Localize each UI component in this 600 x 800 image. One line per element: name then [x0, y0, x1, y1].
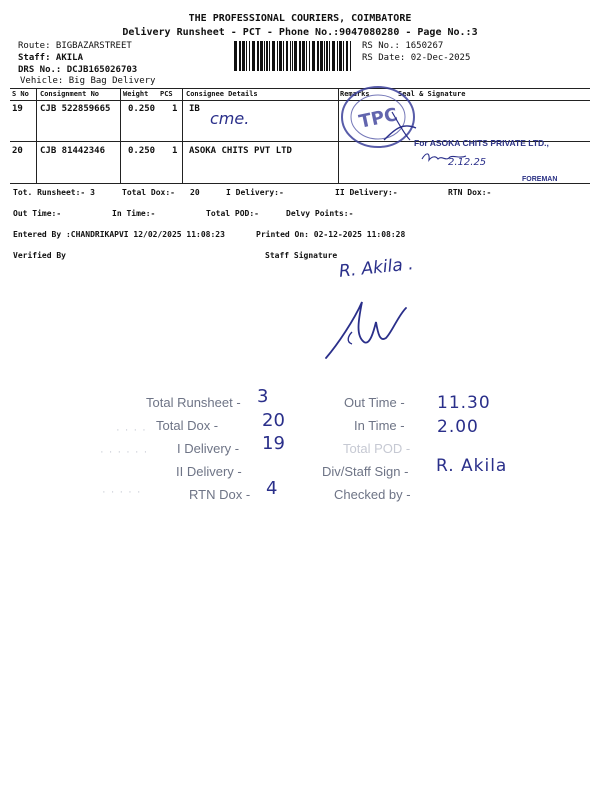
company-sign-date: 2.12.25: [448, 157, 487, 168]
faint-stamp-mark: · · · · · ·: [100, 446, 149, 458]
barcode-bar: [264, 41, 265, 71]
rs-number: RS No.: 1650267: [362, 41, 444, 51]
verified-by-label: Verified By: [13, 251, 66, 260]
staff-signature: [318, 292, 414, 364]
stamp-out-time-value: 11.30: [437, 393, 491, 413]
stamp-total-pod-label: Total POD -: [343, 441, 411, 456]
stamp-total-runsheet-value: 3: [257, 386, 269, 407]
barcode-bar: [339, 41, 342, 71]
barcode-bar: [283, 41, 284, 71]
faint-stamp-mark: · · · · ·: [102, 486, 142, 498]
barcode-bar: [269, 41, 270, 71]
barcode-bar: [326, 41, 328, 71]
col-header-weight: Weight: [123, 90, 149, 98]
row-consignee: IB: [189, 104, 200, 114]
out-time-label: Out Time:-: [13, 209, 62, 218]
table-bottom-rule: [10, 183, 590, 184]
barcode: [232, 41, 356, 73]
round-seal-stamp: [332, 82, 424, 152]
barcode-bar: [277, 41, 278, 71]
stamp-total-dox-value: 20: [262, 410, 285, 431]
barcode-bar: [302, 41, 305, 71]
col-header-sno: S No: [12, 90, 29, 98]
staff-label: Staff: AKILA: [18, 53, 84, 63]
barcode-bar: [249, 41, 250, 71]
rs-date: RS Date: 02-Dec-2025: [362, 53, 471, 63]
barcode-bar: [312, 41, 315, 71]
row-sno: 19: [12, 104, 23, 114]
row-weight: 0.250: [128, 146, 156, 156]
stamp-div-staff-sign-label: Div/Staff Sign -: [322, 464, 409, 479]
total-dox-label: Total Dox:-: [122, 188, 175, 197]
stamp-rtn-dox-label: RTN Dox -: [189, 487, 251, 502]
barcode-bar: [350, 41, 351, 71]
stamp-total-dox-label: Total Dox -: [156, 418, 219, 433]
col-header-seal: Seal & Signature: [398, 90, 466, 98]
total-pod-label: Total POD:-: [206, 209, 259, 218]
row-weight: 0.250: [128, 104, 156, 114]
row-pcs: 1: [172, 104, 178, 114]
stamp-total-runsheet-label: Total Runsheet -: [146, 395, 241, 410]
row-consignment: CJB 522859665: [40, 104, 111, 114]
barcode-bar: [329, 41, 330, 71]
company-stamp-text: For ASOKA CHITS PRIVATE LTD.,: [414, 138, 549, 148]
col-divider: [120, 88, 121, 183]
ii-delivery-label: II Delivery:-: [335, 188, 398, 197]
barcode-bar: [246, 41, 247, 71]
barcode-bar: [260, 41, 263, 71]
barcode-bar: [294, 41, 297, 71]
route-label: Route: BIGBAZARSTREET: [18, 41, 132, 51]
row-consignment: CJB 81442346: [40, 146, 106, 156]
stamp-i-delivery-label: I Delivery -: [177, 441, 240, 456]
handwritten-staff-name: R. Akila .: [338, 254, 415, 282]
staff-signature-label: Staff Signature: [265, 251, 338, 260]
barcode-bar: [292, 41, 293, 71]
barcode-bar: [290, 41, 291, 71]
stamp-rtn-dox-value: 4: [266, 478, 278, 499]
barcode-bar: [320, 41, 323, 71]
entered-by: Entered By :CHANDRIKAPVI 12/02/2025 11:08:23: [13, 230, 225, 239]
col-divider: [182, 88, 183, 183]
table-header-rule: [10, 100, 590, 101]
table-top-rule: [10, 88, 590, 89]
in-time-label: In Time:-: [112, 209, 156, 218]
col-header-pcs: PCS: [160, 90, 173, 98]
printed-on: Printed On: 02-12-2025 11:08:28: [256, 230, 406, 239]
barcode-bar: [252, 41, 255, 71]
svg-text:TPC: TPC: [357, 104, 400, 133]
barcode-bar: [242, 41, 245, 71]
row-pcs: 1: [172, 146, 178, 156]
col-header-consignee: Consignee Details: [186, 90, 258, 98]
vehicle-label: Vehicle: Big Bag Delivery: [20, 76, 156, 86]
barcode-bar: [346, 41, 348, 71]
barcode-bar: [337, 41, 338, 71]
stamp-in-time-value: 2.00: [437, 417, 479, 437]
stamp-in-time-label: In Time -: [354, 418, 405, 433]
stamp-ii-delivery-label: II Delivery -: [176, 464, 242, 479]
total-dox-value: 20: [190, 188, 200, 197]
barcode-bar: [332, 41, 335, 71]
barcode-bar: [266, 41, 268, 71]
row-consignee: ASOKA CHITS PVT LTD: [189, 146, 292, 156]
row-sno: 20: [12, 146, 23, 156]
stamp-out-time-label: Out Time -: [344, 395, 405, 410]
barcode-bar: [286, 41, 288, 71]
barcode-bar: [309, 41, 310, 71]
col-header-remarks: Remarks: [340, 90, 370, 98]
tot-runsheet: Tot. Runsheet:- 3: [13, 188, 95, 197]
barcode-bar: [343, 41, 344, 71]
barcode-bar: [272, 41, 275, 71]
barcode-bar: [317, 41, 319, 71]
stamp-div-staff-sign-value: R. Akila: [436, 456, 508, 476]
barcode-bar: [239, 41, 241, 71]
barcode-bar: [257, 41, 259, 71]
company-title: THE PROFESSIONAL COURIERS, COIMBATORE: [188, 13, 412, 24]
foreman-stamp: FOREMAN: [522, 176, 558, 183]
col-divider: [36, 88, 37, 183]
barcode-bar: [324, 41, 325, 71]
stamp-checked-by-label: Checked by -: [334, 487, 411, 502]
i-delivery-label: I Delivery:-: [226, 188, 284, 197]
barcode-bar: [299, 41, 301, 71]
drs-number: DRS No.: DCJB165026703: [18, 65, 138, 75]
barcode-bar: [234, 41, 237, 71]
barcode-bar: [306, 41, 307, 71]
row-handwritten-note: cme.: [210, 109, 250, 128]
rtn-dox-label: RTN Dox:-: [448, 188, 492, 197]
faint-stamp-mark: · · · ·: [116, 424, 147, 436]
delvy-points-label: Delvy Points:-: [286, 209, 354, 218]
stamp-i-delivery-value: 19: [262, 433, 285, 454]
runsheet-title: Delivery Runsheet - PCT - Phone No.:9047080280 - Page No.:3: [122, 27, 478, 38]
col-header-consignment: Consignment No: [40, 90, 100, 98]
barcode-bar: [279, 41, 282, 71]
